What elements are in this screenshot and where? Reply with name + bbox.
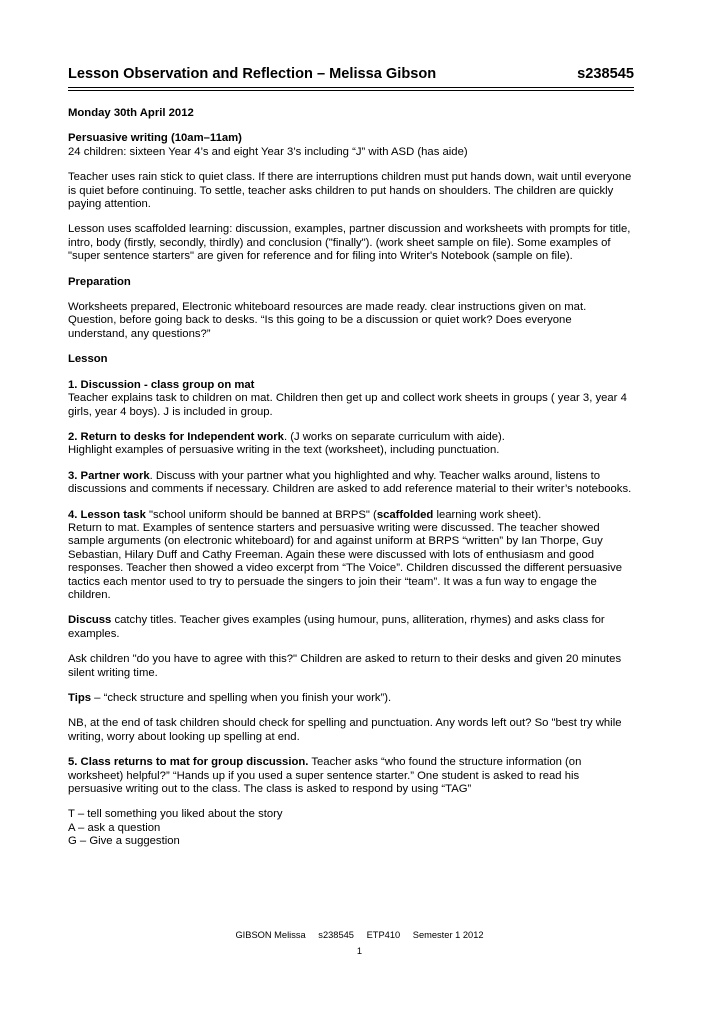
step-2-text: Highlight examples of persuasive writing in the text (worksheet), including punctuation. [68,444,500,457]
discuss-text: catchy titles. Teacher gives examples (using humour, puns, alliteration, rhymes) and asks class for examples. [68,614,605,640]
footer-name: GIBSON Melissa [235,930,306,940]
discuss-label: Discuss [68,614,112,627]
tips-paragraph [68,692,634,705]
footer-unit: ETP410 [366,930,401,940]
header-divider [68,90,634,91]
lesson-step-3 [68,470,634,497]
step-2-note: . (J works on separate curriculum with aide). [283,430,505,443]
tag-item-g: G – Give a suggestion [68,835,180,848]
session-title: Persuasive writing (10am–11am) [68,132,242,145]
lesson-step-4 [68,509,634,603]
page-number: 1 [356,946,363,956]
student-id: s238545 [577,66,634,82]
class-info: 24 children: sixteen Year 4’s and eight Year 3’s including “J” with ASD (has aide) [68,145,468,158]
lesson-step-1 [68,379,634,419]
lesson-date: Monday 30th April 2012 [68,107,194,119]
document-header [68,66,634,88]
lesson-step-2 [68,431,634,458]
step-3-text: . Discuss with your partner what you highlighted and why. Teacher walks around, listens to discussions and comments if necessary. Children are asked to add reference material to their writer’s notebooks. [68,469,632,496]
tips-text: – “check structure and spelling when you finish your work”). [91,692,392,704]
tag-list [68,808,634,848]
ask-paragraph: Ask children "do you have to agree with this?" Children are asked to return to their desks and given 20 minutes silent writing time. [68,653,622,679]
paragraph-scaffolded-learning: Lesson uses scaffolded learning: discussion, examples, partner discussion and worksheets with prompts for title, intro, body (firstly, secondly, thirdly) and conclusion ("finally"). (work sheet sample on file). Some examples of "super sentence starters" are given for reference and for filing into Writer's Notebook (sample on file). [68,223,631,263]
footer-id: s238545 [318,930,354,940]
step-4-title: 4. Lesson task [68,508,146,521]
tips-label: Tips [68,692,92,704]
step-4-note: learning work sheet). [433,508,542,521]
page-footer [0,930,719,940]
step-1-title: 1. Discussion - class group on mat [68,378,255,391]
lesson-heading: Lesson [68,353,108,366]
lesson-step-5 [68,756,634,796]
paragraph-classroom-management: Teacher uses rain stick to quiet class. If there are interruptions children must put hands down, wait until everyone is quiet before continuing. To settle, teacher asks children to put hands on shoulders. The children are quickly paying attention. [68,171,632,211]
step-2-title: 2. Return to desks for Independent work [68,430,284,443]
document-body [68,107,634,849]
step-5-text: Teacher asks “who found the structure information (on worksheet) helpful?” “Hands up if you used a super sentence starter.” One student is asked to read his persuasive writing out to the class. The class is asked to respond by using “TAG” [68,756,582,796]
preparation-heading: Preparation [68,275,131,288]
session-block [68,132,634,159]
preparation-text: Worksheets prepared, Electronic whiteboard resources are made ready. clear instructions given on mat. Question, before going back to desks. “Is this going to be a discussion or quiet work? Does everyone understand, any questions?” [68,301,587,340]
step-5-title: 5. Class returns to mat for group discussion. [68,756,309,769]
step-1-text: Teacher explains task to children on mat. Children then get up and collect work sheets in groups ( year 3, year 4 girls, year 4 boys). J is included in group. [68,392,627,418]
tag-item-t: T – tell something you liked about the story [68,808,283,821]
footer-semester: Semester 1 2012 [412,930,484,940]
tag-item-a: A – ask a question [68,821,161,834]
document-title: Lesson Observation and Reflection – Melissa Gibson [68,66,437,82]
document-page [68,66,634,861]
step-4-bold-word: scaffolded [376,508,434,521]
nb-paragraph: NB, at the end of task children should check for spelling and punctuation. Any words left out? So "best try while writing, worry about looking up spelling at end. [68,717,622,743]
step-3-title: 3. Partner work [68,469,150,482]
step-4-text: Return to mat. Examples of sentence starters and persuasive writing were discussed. The teacher showed sample arguments (on electronic whiteboard) for and against uniform at BRPS “written” by Ian Thorpe, Guy Sebastian, Hilary Duff and Cathy Freeman. Again these were discussed with lots of enthusiasm and good responses. Teacher then showed a video excerpt from “The Voice”. Children discussed the different persuasive tactics each mentor used to try to persuade the singers to join their “team”. It was a fun way to engage the children. [68,521,623,601]
step-4-quote: "school uniform should be banned at BRPS" ( [145,508,377,521]
discuss-paragraph [68,614,634,641]
